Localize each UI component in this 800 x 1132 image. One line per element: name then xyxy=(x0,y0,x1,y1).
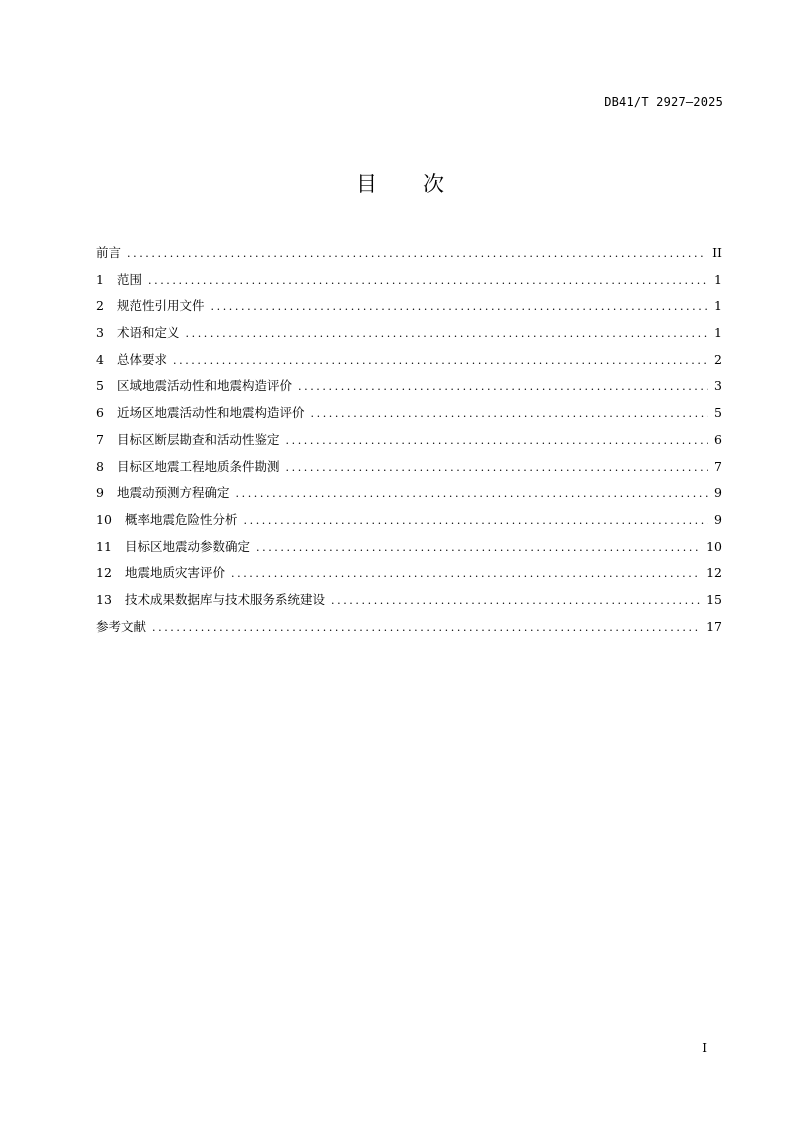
toc-entry-number: 5 xyxy=(96,378,104,394)
toc-entry-13[interactable] xyxy=(96,587,722,614)
toc-leader-dots xyxy=(236,481,708,508)
toc-entry-page: 12 xyxy=(706,565,722,581)
toc-entry-label: 概率地震危险性分析 xyxy=(125,511,238,527)
toc-entry-references[interactable] xyxy=(96,614,722,641)
toc-entry-label: 范围 xyxy=(117,271,143,287)
toc-leader-dots xyxy=(256,535,700,562)
toc-entry-label: 目标区断层勘查和活动性鉴定 xyxy=(117,431,280,447)
toc-entry-number: 7 xyxy=(96,431,104,447)
toc-entry-number: 2 xyxy=(96,298,104,314)
toc-entry-page: 1 xyxy=(714,271,722,287)
toc-entry-6[interactable] xyxy=(96,400,722,427)
toc-entry-number: 10 xyxy=(96,511,112,527)
toc-entry-number: 11 xyxy=(96,538,112,554)
toc-leader-dots xyxy=(286,455,708,482)
toc-entry-number: 12 xyxy=(96,565,112,581)
toc-leader-dots xyxy=(311,401,708,428)
toc-entry-number: 6 xyxy=(96,405,104,421)
toc-leader-dots xyxy=(127,241,706,268)
toc-entry-page: 3 xyxy=(714,378,722,394)
toc-entry-page: 5 xyxy=(714,405,722,421)
toc-entry-label: 地震动预测方程确定 xyxy=(117,485,230,501)
toc-entry-page: II xyxy=(712,245,722,260)
toc-entry-4[interactable] xyxy=(96,347,722,374)
toc-entry-label: 近场区地震活动性和地震构造评价 xyxy=(117,405,305,421)
toc-leader-dots xyxy=(286,428,708,455)
toc-entry-label: 总体要求 xyxy=(117,351,168,367)
toc-entry-number: 1 xyxy=(96,271,104,287)
toc-entry-label: 区域地震活动性和地震构造评价 xyxy=(117,378,293,394)
toc-entry-1[interactable] xyxy=(96,267,722,294)
toc-entry-9[interactable] xyxy=(96,480,722,507)
toc-entry-page: 10 xyxy=(706,538,722,554)
toc-entry-page: 2 xyxy=(714,351,722,367)
toc-leader-dots xyxy=(186,321,708,348)
toc-entry-12[interactable] xyxy=(96,560,722,587)
toc-entry-3[interactable] xyxy=(96,320,722,347)
toc-entry-number: 8 xyxy=(96,458,104,474)
toc-entry-number: 4 xyxy=(96,351,104,367)
toc-leader-dots xyxy=(211,294,708,321)
toc-entry-11[interactable] xyxy=(96,534,722,561)
toc-entry-page: 1 xyxy=(714,325,722,341)
standard-number: DB41/T 2927—2025 xyxy=(604,95,723,109)
toc-leader-dots xyxy=(298,374,708,401)
toc-entry-label: 目标区地震动参数确定 xyxy=(125,538,251,554)
toc-entry-label: 地震地质灾害评价 xyxy=(125,565,226,581)
toc-entry-number: 3 xyxy=(96,325,104,341)
toc-entry-5[interactable] xyxy=(96,373,722,400)
toc-entry-label: 前言 xyxy=(96,245,122,260)
toc-entry-7[interactable] xyxy=(96,427,722,454)
toc-leader-dots xyxy=(331,588,700,615)
toc-entry-page: 7 xyxy=(714,458,722,474)
toc-entry-10[interactable] xyxy=(96,507,722,534)
toc-entry-number: 9 xyxy=(96,485,104,501)
toc-entry-2[interactable] xyxy=(96,293,722,320)
toc-leader-dots xyxy=(148,268,708,295)
toc-entry-foreword[interactable] xyxy=(96,240,722,267)
toc-entry-page: 9 xyxy=(714,485,722,501)
toc-entry-label: 术语和定义 xyxy=(117,325,180,341)
toc-leader-dots xyxy=(231,561,700,588)
toc-entry-page: 6 xyxy=(714,431,722,447)
toc-leader-dots xyxy=(173,348,708,375)
toc-entry-page: 1 xyxy=(714,298,722,314)
toc-entry-page: 17 xyxy=(706,618,722,634)
toc-entry-number: 13 xyxy=(96,591,112,607)
toc-entry-page: 9 xyxy=(714,511,722,527)
toc-leader-dots xyxy=(152,615,700,642)
page-number: I xyxy=(702,1041,707,1055)
toc-entry-label: 规范性引用文件 xyxy=(117,298,205,314)
toc-entry-8[interactable] xyxy=(96,454,722,481)
toc-title: 目次 xyxy=(356,172,490,196)
toc-entry-label: 技术成果数据库与技术服务系统建设 xyxy=(125,591,326,607)
toc-leader-dots xyxy=(244,508,708,535)
toc-entry-page: 15 xyxy=(706,591,722,607)
toc-entry-label: 目标区地震工程地质条件勘测 xyxy=(117,458,280,474)
table-of-contents xyxy=(96,240,722,640)
toc-entry-label: 参考文献 xyxy=(96,618,147,634)
